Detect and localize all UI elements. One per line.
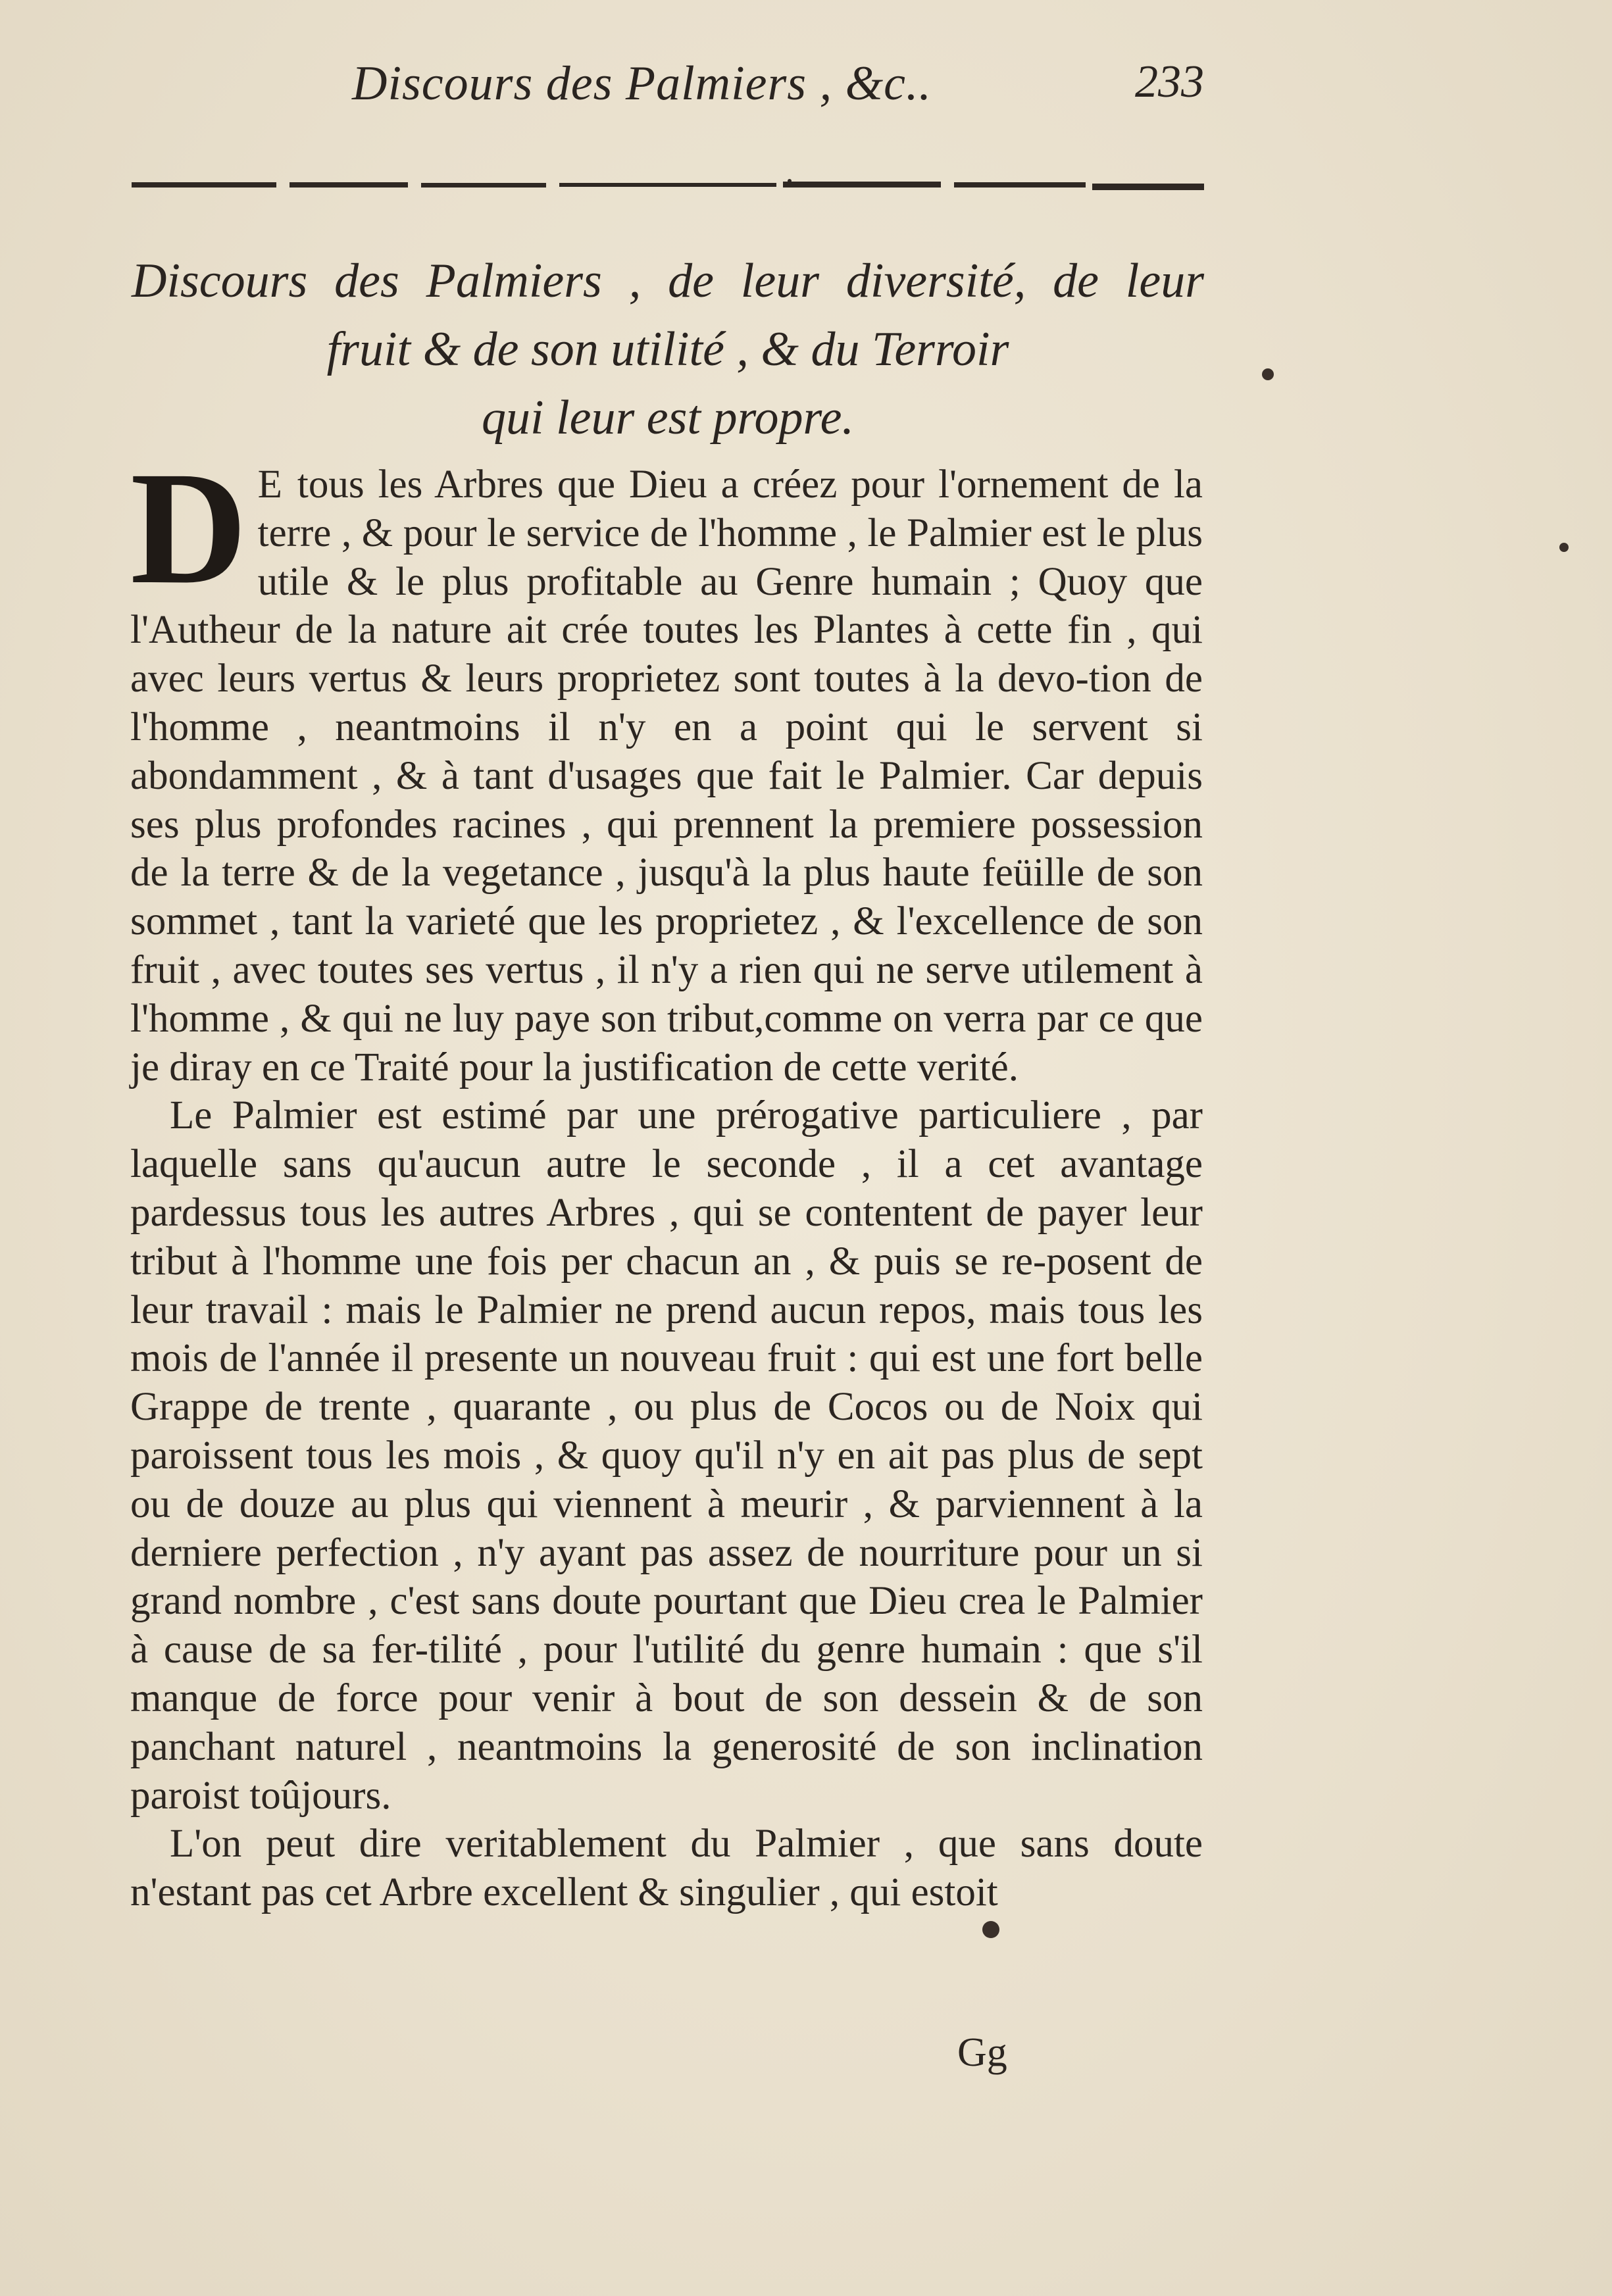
ornamental-rule	[132, 179, 1204, 192]
chapter-heading	[125, 247, 1211, 452]
running-head-title: Discours des Palmiers , &c..	[352, 57, 932, 111]
heading-line: qui leur est propre.	[482, 391, 854, 445]
paragraph-text: tous les Arbres que Dieu a créez pour l'ornement de la terre , & pour le service de l'homme , le Palmier est le plus utile & le plus profitable au Genre humain ; Quoy que l'Autheur de la nature ait crée toutes les Plantes à cette fin , qui avec leurs vertus & leurs proprietez sont toutes à la devo-tion de l'homme , neantmoins il n'y en a point qui le servent si abondamment , & à tant d'usages que fait le Palmier. Car depuis ses plus profondes racines , qui prennent la premiere possession de la terre & de la vegetance , jusqu'à la plus haute feüille de son sommet , tant la varieté que les proprietez , & l'excellence de son fruit , avec toutes ses vertus , il n'y a rien qui ne serve utilement à l'homme , & qui ne luy paye son tribut,comme on verra par ce que je diray en ce Traité pour la justification de cette verité.	[130, 462, 1203, 1089]
paragraph	[130, 439, 1203, 1091]
paragraph	[130, 1091, 1203, 1820]
running-head	[132, 56, 1204, 115]
ink-spot	[982, 1921, 999, 1938]
paragraph-text: L'on peut dire veritablement du Palmier , que sans doute n'estant pas cet Arbre excellent & singulier , qui estoit	[130, 1822, 1203, 1915]
heading-line: Discours des Palmiers , de leur diversité, de leur	[132, 254, 1204, 308]
first-word: E	[257, 462, 284, 507]
body-text	[130, 439, 1203, 1917]
signature-mark: Gg	[957, 2030, 1007, 2075]
ink-spot	[1559, 543, 1569, 552]
ink-spot	[1262, 368, 1274, 380]
paragraph-text: Le Palmier est estimé par une prérogative particuliere , par laquelle sans qu'aucun autre le seconde , il a cet avantage pardessus tous les autres Arbres , qui se contentent de payer leur tribut à l'homme une fois per chacun an , & puis se re-posent de leur travail : mais le Palmier ne prend aucun repos, mais tous les mois de l'année il presente un nouveau fruit : qui est une fort belle Grappe de trente , quarante , ou plus de Cocos ou de Noix qui paroissent tous les mois , & quoy qu'il n'y en ait pas plus de sept ou de douze au plus qui viennent à meurir , & parviennent à la derniere perfection , n'y ayant pas assez de nourriture pour un si grand nombre , c'est sans doute pourtant que Dieu crea le Palmier à cause de sa fer-tilité , pour l'utilité du genre humain : que s'il manque de force pour venir à bout de son dessein & de son panchant naturel , neantmoins la generosité de son inclination paroist toûjours.	[130, 1093, 1203, 1818]
drop-cap: D	[130, 439, 247, 618]
page-number: 233	[1135, 57, 1204, 107]
paragraph	[130, 1820, 1203, 1917]
heading-line: fruit & de son utilité , & du Terroir	[326, 322, 1009, 376]
